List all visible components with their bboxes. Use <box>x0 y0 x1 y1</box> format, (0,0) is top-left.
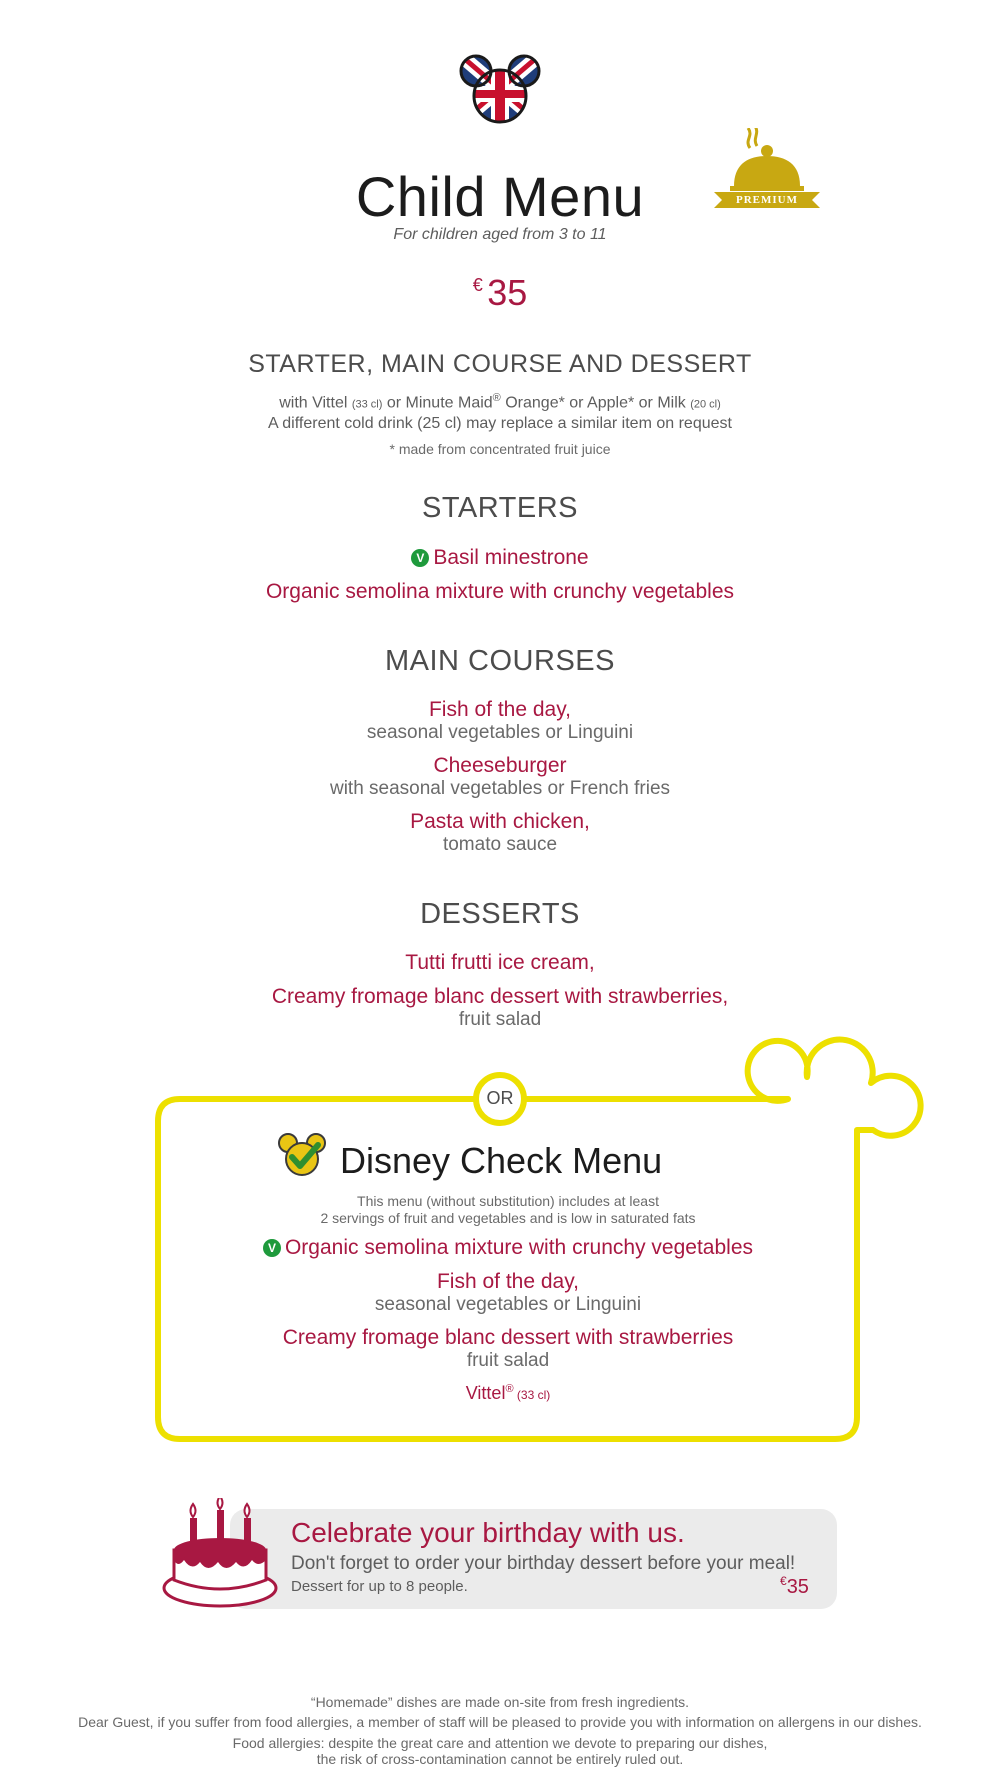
dish-name: Cheeseburger <box>433 754 567 777</box>
dish-desc: with seasonal vegetables or French fries <box>329 778 671 799</box>
dish-name: Creamy fromage blanc dessert with strawberries, <box>271 985 729 1008</box>
formula-title: STARTER, MAIN COURSE AND DESSERT <box>248 350 752 378</box>
dish-desc: fruit salad <box>458 1009 542 1030</box>
replace-note: A different cold drink (25 cl) may replace a similar item on request <box>268 415 732 432</box>
drink <box>158 1383 858 1404</box>
trademark: ® <box>492 392 501 404</box>
page-subtitle: For children aged from 3 to 11 <box>393 226 607 243</box>
dish-name: Fish of the day, <box>436 1270 580 1293</box>
juice-note: * made from concentrated fruit juice <box>389 441 611 457</box>
vegetarian-icon: V <box>263 1239 281 1257</box>
mickey-check-icon <box>278 1133 326 1177</box>
dish-desc: fruit salad <box>466 1350 550 1371</box>
birthday-price <box>780 1574 809 1599</box>
price-currency: € <box>472 275 483 295</box>
footer-line: the risk of cross-contamination cannot be entirely ruled out. <box>316 1751 684 1767</box>
section-title-desserts: DESSERTS <box>420 898 580 930</box>
price-value: 35 <box>487 272 528 313</box>
disney-check-title: Disney Check Menu <box>340 1140 663 1181</box>
price-currency: € <box>780 1574 787 1588</box>
list-item <box>158 1236 858 1260</box>
drinks-volume: (33 cl) <box>351 398 383 411</box>
drinks-text: or Minute Maid <box>382 394 493 412</box>
or-label: OR <box>486 1088 514 1108</box>
premium-label: PREMIUM <box>736 194 798 206</box>
dish-name: Fish of the day, <box>428 698 572 721</box>
dish-desc: seasonal vegetables or Linguini <box>374 1294 642 1315</box>
footer-line: Food allergies: despite the great care and attention we devote to preparing our dishes, <box>232 1735 768 1751</box>
footer-line: “Homemade” dishes are made on-site from fresh ingredients. <box>310 1694 690 1710</box>
dish-name: Pasta with chicken, <box>410 810 590 833</box>
disney-check-note: This menu (without substitution) includes at least <box>357 1193 659 1209</box>
drinks-volume: (20 cl) <box>690 398 721 411</box>
drink-name: Vittel <box>465 1383 506 1403</box>
vegetarian-icon: V <box>411 549 429 567</box>
page-title: Child Menu <box>355 165 645 228</box>
birthday-cake-icon <box>160 1498 280 1610</box>
dish-name: Creamy fromage blanc dessert with strawberries <box>282 1326 734 1349</box>
section-title-mains: MAIN COURSES <box>385 645 615 677</box>
dish-desc: tomato sauce <box>442 834 558 855</box>
trademark: ® <box>505 1383 514 1395</box>
footer-line: Dear Guest, if you suffer from food allergies, a member of staff will be pleased to provide you with information on allergens in our dishes. <box>78 1714 922 1730</box>
price-value: 35 <box>786 1576 809 1598</box>
section-title-starters: STARTERS <box>421 492 578 524</box>
disney-check-note: 2 servings of fruit and vegetables and is low in saturated fats <box>320 1210 696 1226</box>
dish-name: Organic semolina mixture with crunchy vegetables <box>284 1236 754 1259</box>
drink-volume: (33 cl) <box>516 1388 551 1402</box>
drinks-text: with Vittel <box>279 394 352 412</box>
birthday-title: Celebrate your birthday with us. <box>291 1517 685 1548</box>
dish-desc: seasonal vegetables or Linguini <box>366 722 634 743</box>
list-item: Organic semolina mixture with crunchy vegetables <box>265 580 735 603</box>
dish-name: Basil minestrone <box>433 546 589 569</box>
birthday-note: Dessert for up to 8 people. <box>291 1578 468 1595</box>
dish-name: Tutti frutti ice cream, <box>405 951 595 974</box>
drinks-text: Orange* or Apple* or Milk <box>500 394 691 412</box>
birthday-line: Don't forget to order your birthday dessert before your meal! <box>291 1553 796 1574</box>
